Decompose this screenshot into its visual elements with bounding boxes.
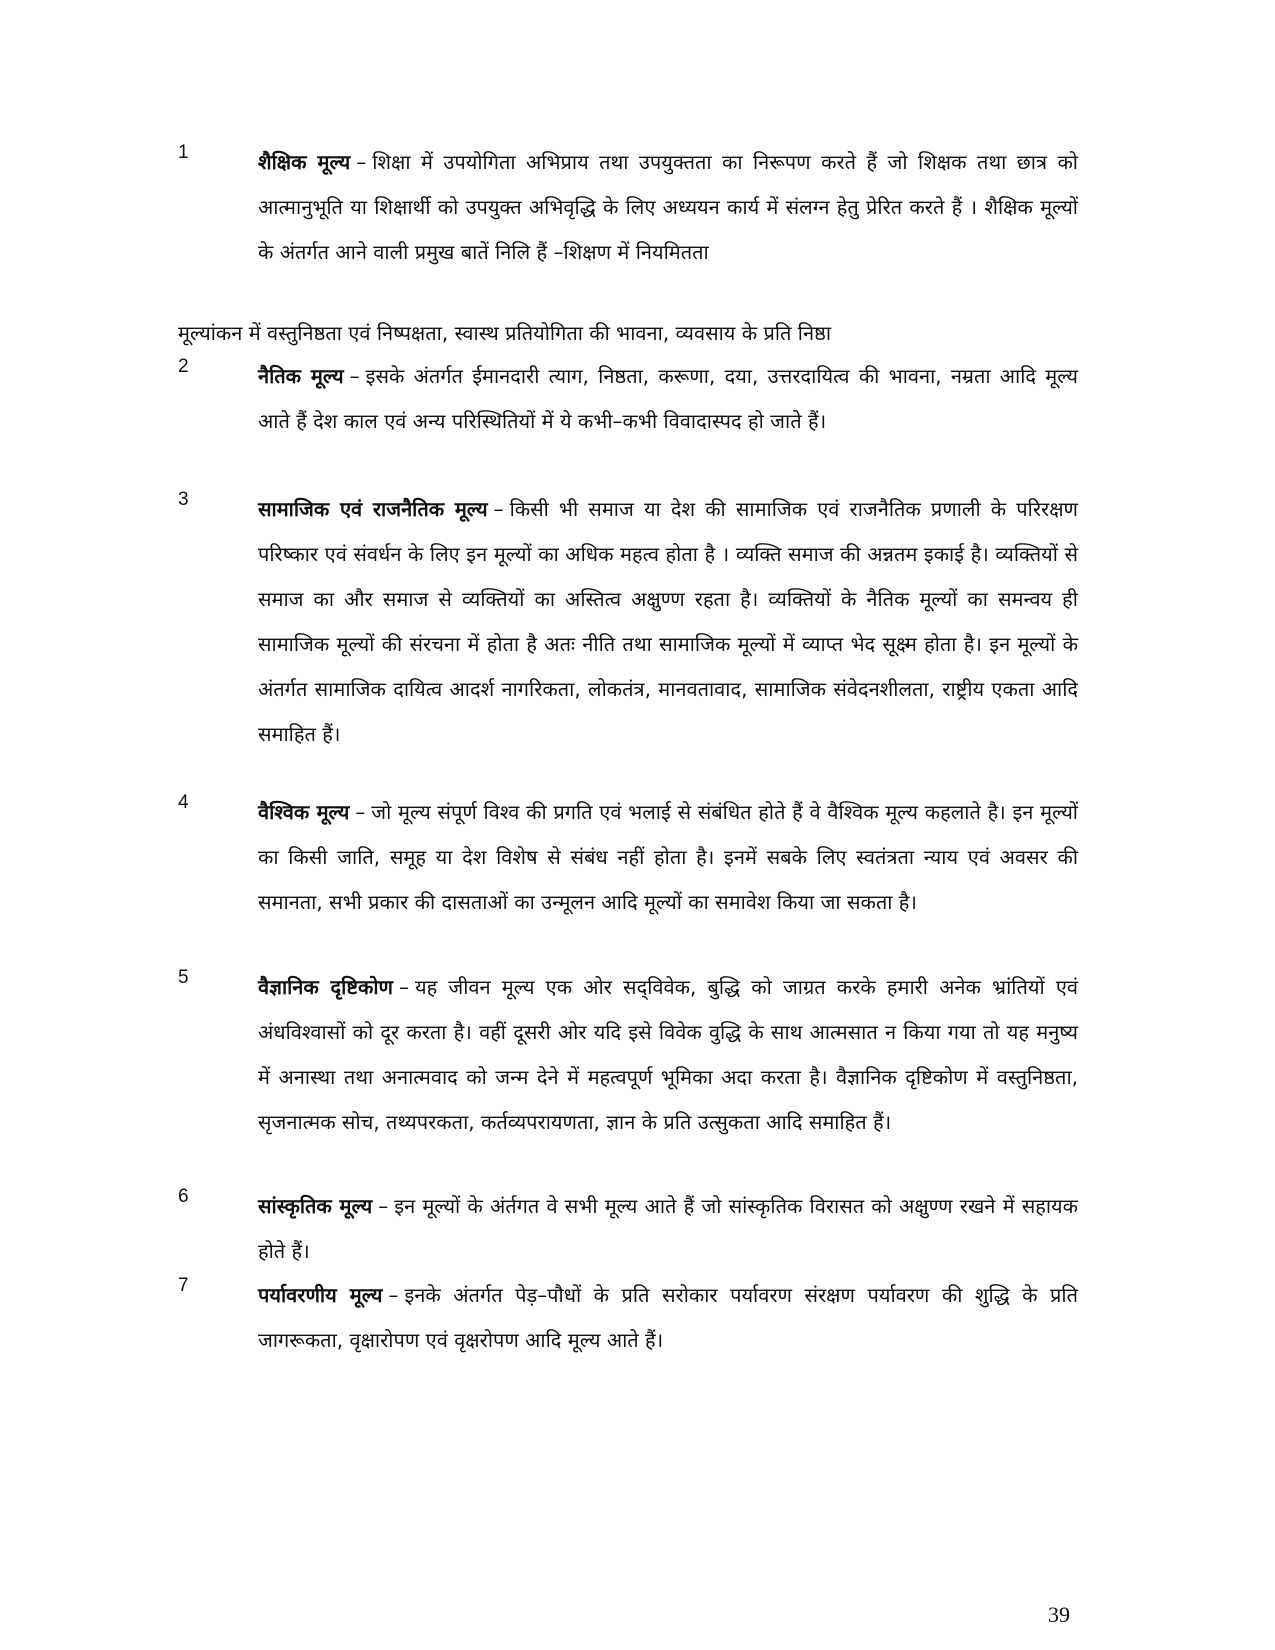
item-heading: शैक्षिक मूल्य [258,150,351,174]
item-body [258,140,1078,275]
item-dash: – [388,1283,399,1307]
item-number: 1 [178,142,189,163]
item-dash: – [355,800,366,824]
item-number: 5 [178,967,189,988]
item-number: 6 [178,1186,189,1207]
item-text: शिक्षा में उपयोगिता अभिप्राय तथा उपयुक्तता का निरूपण करते हैं जो शिक्षक तथा छात्र को आत्मानुभूति या शिक्षार्थी को उपयुक्त अभिवृद्धि के लिए अध्ययन कार्य में संलग्न हेतु प्रेरित करते हैं । शैक्षिक मूल्यों के अंतर्गत आने वाली प्रमुख बातें निलि हैं –शिक्षण में नियमितता [258,150,1078,264]
item-number: 7 [178,1275,189,1296]
item-heading: सांस्कृतिक मूल्य [258,1194,373,1218]
item-body [258,487,1078,757]
free-paragraph: मूल्यांकन में वस्तुनिष्ठता एवं निष्पक्षता, स्वास्थ प्रतियोगिता की भावना, व्यवसाय के प्रति निष्ठा [178,321,832,345]
item-text: इन मूल्यों के अंर्तगत वे सभी मूल्य आते हैं जो सांस्कृतिक विरासत को अक्षुण्ण रखने में सहायक होते हैं। [258,1194,1078,1263]
item-number: 3 [178,489,189,510]
item-body [258,1273,1078,1363]
item-heading: पर्यावरणीय मूल्य [258,1283,383,1307]
item-body [258,354,1078,444]
item-text: इसके अंतर्गत ईमानदारी त्याग, निष्ठता, करूणा, दया, उत्तरदायित्व की भावना, नम्रता आदि मूल्य आते हैं देश काल एवं अन्य परिस्थितियों में ये कभी–कभी विवादास्पद हो जाते हैं। [258,364,1079,433]
item-dash: – [349,364,360,388]
item-dash: – [399,975,410,999]
item-number: 4 [178,792,189,813]
item-body [258,965,1078,1145]
item-heading: नैतिक मूल्य [258,364,344,388]
item-text: इनके अंतर्गत पेड़–पौधों के प्रति सरोकार पर्यावरण संरक्षण पर्यावरण की शुद्धि के प्रति जागरूकता, वृक्षारोपण एवं वृक्षरोपण आदि मूल्य आते हैं। [258,1283,1078,1352]
item-body [258,790,1078,925]
item-dash: – [378,1194,389,1218]
item-dash: – [493,497,504,521]
item-heading: सामाजिक एवं राजनैतिक मूल्य [258,497,488,521]
item-number: 2 [178,356,189,377]
item-heading: वैज्ञानिक दृष्टिकोण [258,975,394,999]
item-text: किसी भी समाज या देश की सामाजिक एवं राजनैतिक प्रणाली के परिरक्षण परिष्कार एवं संवर्धन के लिए इन मूल्यों का अधिक महत्व होता है । व्यक्ति समाज की अन्नतम इकाई है। व्यक्तियों से समाज का और समाज से व्यक्तियों का अस्तित्व अक्षुण्ण रहता है। व्यक्तियों के नैतिक मूल्यों का समन्वय ही सामाजिक मूल्यों की संरचना में होता है अतः नीति तथा सामाजिक मूल्यों में व्याप्त भेद सूक्ष्म होता है। इन मूल्यों के अंतर्गत सामाजिक दायित्व आदर्श नागरिकता, लोकतंत्र, मानवतावाद, सामाजिक संवेदनशीलता, राष्ट्रीय एकता आदि समाहित हैं। [258,497,1078,746]
item-heading: वैश्विक मूल्य [258,800,350,824]
item-dash: – [356,150,367,174]
item-text: यह जीवन मूल्य एक ओर सद्‌विवेक, बुद्धि को जाग्रत करके हमारी अनेक भ्रांतियों एवं अंधविश्वासों को दूर करता है। वहीं दूसरी ओर यदि इसे विवेक वुद्धि के साथ आत्मसात न किया गया तो यह मनुष्य में अनास्था तथा अनात्मवाद को जन्म देने में महत्वपूर्ण भूमिका अदा करता है। वैज्ञानिक दृष्टिकोण में वस्तुनिष्ठता, सृजनात्मक सोच, तथ्यपरकता, कर्तव्यपरायणता, ज्ञान के प्रति उत्सुकता आदि समाहित हैं। [258,975,1078,1134]
page-number: 39 [1048,1602,1070,1627]
item-text: जो मूल्य संपूर्ण विश्व की प्रगति एवं भलाई से संबंधित होते हैं वे वैश्विक मूल्य कहलाते है। इन मूल्यों का किसी जाति, समूह या देश विशेष से संबंध नहीं होता है। इनमें सबके लिए स्वतंत्रता न्याय एवं अवसर की समानता, सभी प्रकार की दासताओं का उन्मूलन आदि मूल्यों का समावेश किया जा सकता है। [258,800,1078,914]
item-body [258,1184,1078,1274]
